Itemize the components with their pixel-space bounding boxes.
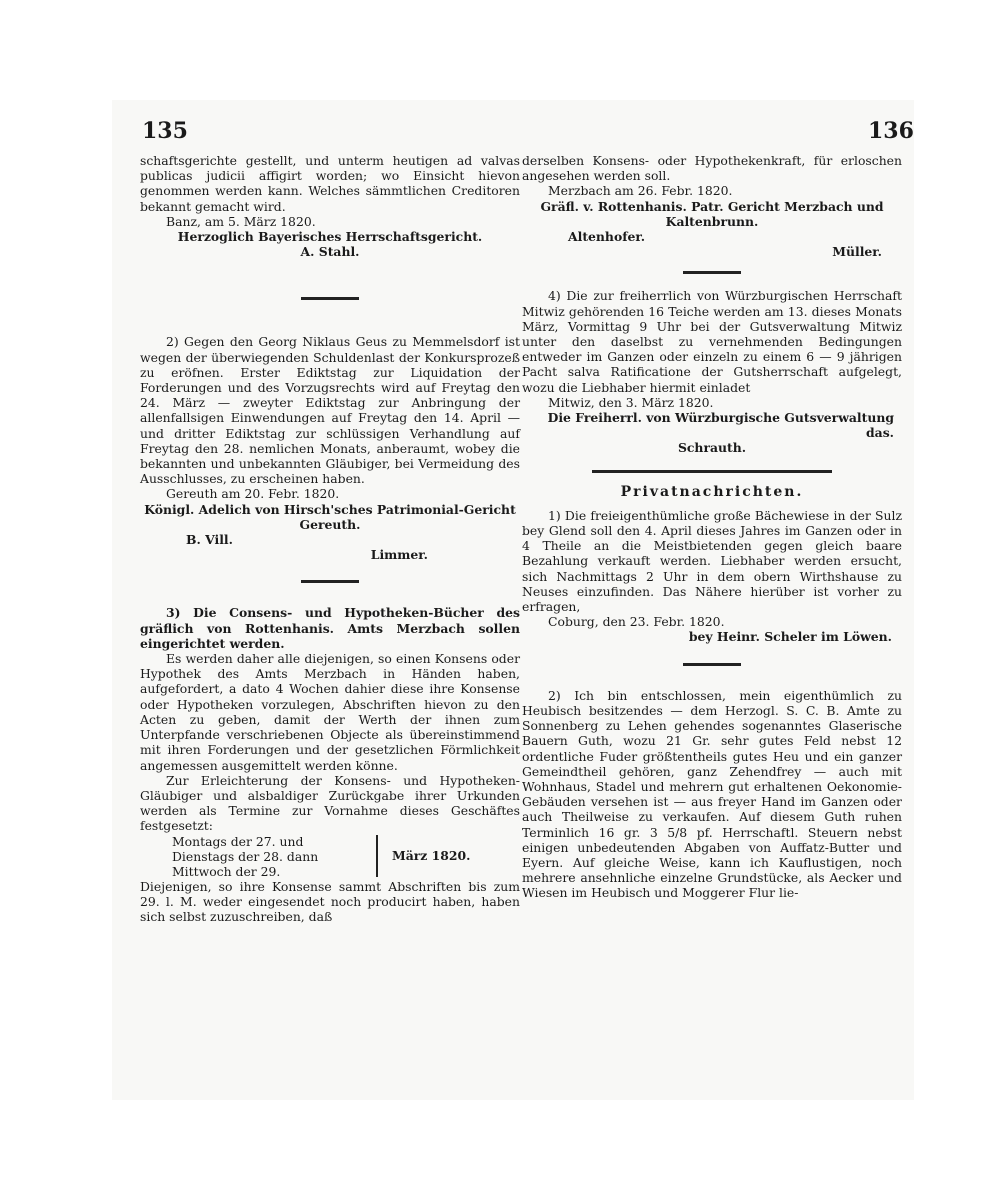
notice-court: Die Freiherrl. von Würzburgische Gutsverwaltung das. [547,410,894,441]
notice-court: Herzoglich Bayerisches Herrschaftsgericht. [177,229,483,245]
notice-text: 1) Die freieigenthümliche große Bächewiese in der Sulz bey Glend soll den 4. April dieses Jahres im Ganzen oder in 4 Theile an die Meistbietenden gegen gleich baare Bezahlung verkauft werden. Liebhaber werden ersucht, sich Nachmittags 2 Uhr in dem obern Wirthshause zu Neuses einzufinden. Das Nähere hierüber ist vorher zu erfragen, [522,507,902,615]
notice-text: 4) Die zur freiherrlich von Würzburgischen Herrschaft Mitwiz gehörenden 16 Teiche werden am 13. dieses Monats März, Vormittag 9 Uhr bei der Gutsverwaltung Mitwiz unter den daselbst zu vernehmenden Bedingungen entweder im Ganzen oder einzeln zu einem 6 — 9 jährigen Pacht salva Ratificatione der Gutsherrschaft aufgelegt, wozu die Liebhaber hiermit einladet [522,288,902,395]
notice-signature: Altenhofer. [568,229,646,245]
notice-court: Gräfl. v. Rottenhanis. Patr. Gericht Merzbach und Kaltenbrunn. [540,198,884,229]
right-column [522,153,902,901]
notice-signature: bey Heinr. Scheler im Löwen. [688,629,892,645]
notice-text: Zur Erleichterung der Konsens- und Hypotheken-Gläubiger und alsbaldiger Zurückgabe ihrer Urkunden werden als Termine zur Vornahme dieses Geschäftes festgesetzt: [140,772,520,834]
notice-place-date: Mitwiz, den 3. März 1820. [548,394,714,410]
notice-place-date: Coburg, den 23. Febr. 1820. [548,614,725,630]
section-heading: Privatnachrichten. [620,483,804,500]
notice-place-date: Merzbach am 26. Febr. 1820. [548,183,733,199]
notice-text: schaftsgerichte gestellt, und unterm heutigen ad valvas publicas judicii affigirt worden; wo Einsicht hievon genommen werden kann. Welches sämmtlichen Creditoren bekannt gemacht wird. [140,153,520,214]
notice-signature: Müller. [832,244,882,260]
schedule-day: Mittwoch der 29. [172,863,281,879]
schedule [172,834,520,879]
schedule-day: Montags der 27. und [172,833,304,849]
notice-text: derselben Konsens- oder Hypothekenkraft, für erloschen angesehen werden soll. [522,153,902,184]
notice-text: 3) Die Consens- und Hypotheken-Bücher des gräflich von Rottenhanis. Amts Merzbach sollen eingerichtet werden. [140,605,520,651]
schedule-month: März 1820. [392,847,471,863]
notice-text: 2) Gegen den Georg Niklaus Geus zu Memmelsdorf ist wegen der überwiegenden Schuldenlast der Konkursprozeß zu eröfnen. Erster Ediktstag zur Liquidation der Forderungen und des Vorzugsrechts wird auf Freytag den 24. März — zweyter Ediktstag zur Anbringung der allenfallsigen Einwendungen auf Freytag den 14. April — und dritter Ediktstag zur schlüssigen Verhandlung auf Freytag den 28. nemlichen Monats, anberaumt, wobey die bekannten und unbekannten Gläubiger, bei Vermeidung des Ausschlusses, zu erscheinen haben. [140,334,520,487]
notice-court: Königl. Adelich von Hirsch'sches Patrimonial-Gericht Gereuth. [144,501,516,532]
notice-signature: Schrauth. [677,440,747,456]
notice-text: Diejenigen, so ihre Konsense sammt Abschriften bis zum 29. l. M. weder eingesendet noch producirt haben, haben sich selbst zuzuschreiben, daß [140,878,520,924]
notice-signature: Limmer. [370,547,428,563]
schedule-brace [370,835,378,877]
notice-signature: B. Vill. [186,532,233,548]
notice-place-date: Gereuth am 20. Febr. 1820. [166,486,340,502]
notice-text: 2) Ich bin entschlossen, mein eigenthümlich zu Heubisch besitzendes — dem Herzogl. S. C. B. Amte zu Sonnenberg zu Lehen gehendes sogenanntes Glaserische Bauern Guth, wozu 21 Gr. sehr gutes Feld nebst 12 ordentliche Fuder größtentheils gutes Heu und ein ganzer Gemeindtheil gehören, ganz Zehendfrey — auch mit Wohnhaus, Stadel und mehrern gut erhaltenen Oekonomie-Gebäuden versehen ist — aus freyer Hand im Ganzen oder auch Theilweise zu verkaufen. Auf diesem Guth ruhen Terminlich 16 gr. 3 5/8 pf. Herrschaftl. Steuern nebst einigen unbedeutenden Abgaben von Auffatz-Butter und Eyern. Auf gleiche Weise, kann ich Kauflustigen, noch mehrere ansehnliche einzelne Grundstücke, als Aecker und Wiesen im Heubisch und Moggerer Flur lie- [522,687,902,901]
left-column [140,153,520,924]
schedule-day: Dienstags der 28. dann [172,848,319,864]
notice-text: Es werden daher alle diejenigen, so einen Konsens oder Hypothek des Amts Merzbach in Händen haben, aufgefordert, a dato 4 Wochen dahier diese ihre Konsense oder Hypotheken vorzulegen, Abschriften hievon zu den Acten zu geben, damit der Werth der ihnen zum Unterpfande verschriebenen Objecte als übereinstimmend mit ihren Forderungen und der gesetzlichen Förmlichkeit angemessen ausgemittelt werden könne. [140,651,520,773]
page-number-left: 135 [142,118,188,144]
page-number-right: 136 [868,118,914,144]
notice-place-date: Banz, am 5. März 1820. [166,213,316,229]
notice-signature: A. Stahl. [300,244,360,260]
